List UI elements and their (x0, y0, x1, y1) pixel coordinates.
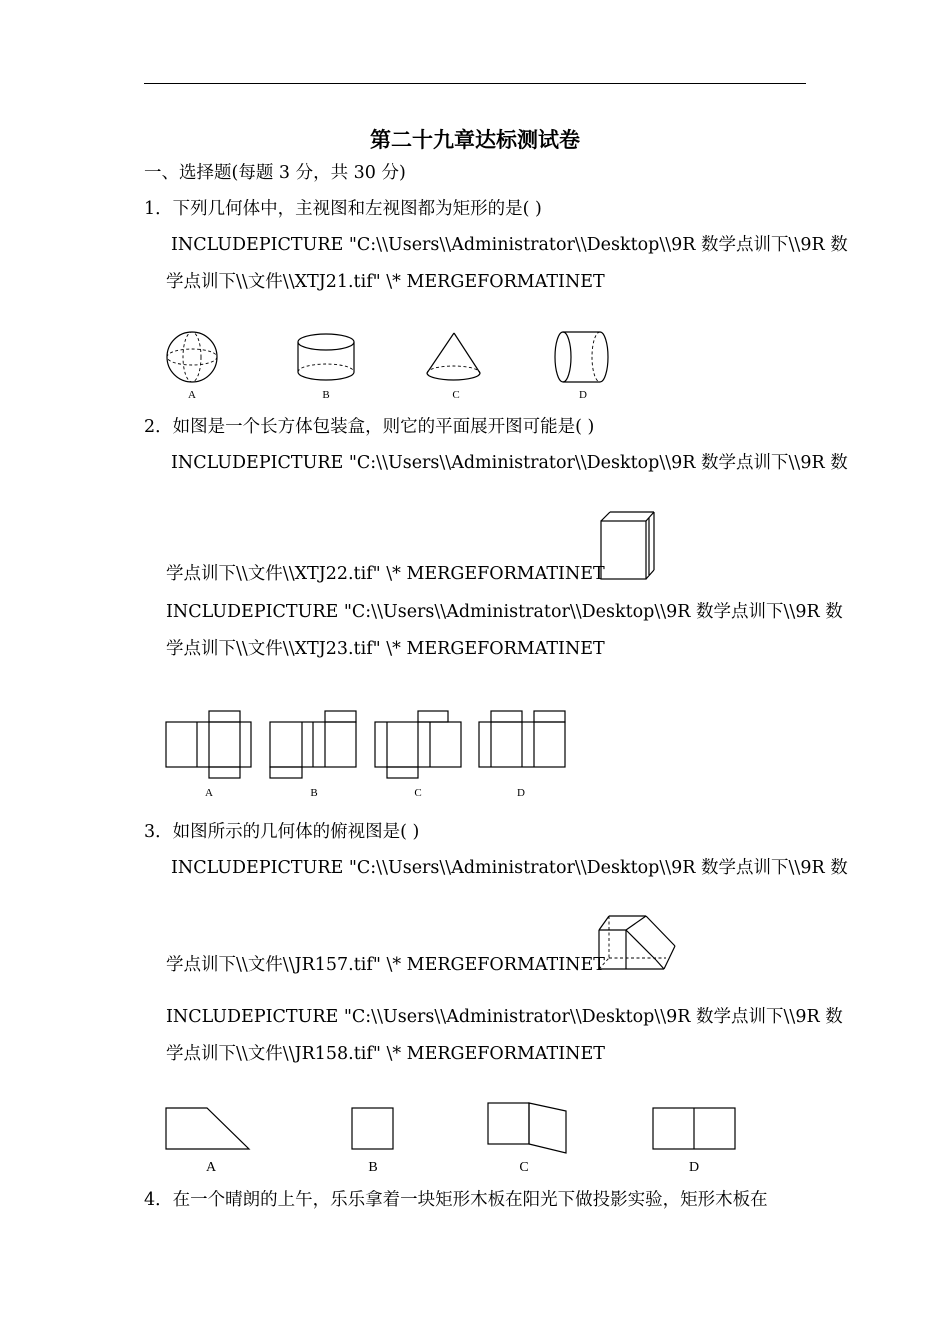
q3-include-line2: 学点训下\\文件\\JR157.tif" \* MERGEFORMATINET (166, 955, 605, 975)
q1-label-a: A (188, 389, 196, 401)
cuboid-box-figure (600, 510, 660, 585)
sphere-figure (167, 332, 217, 382)
section-heading: 一、选择题(每题 3 分，共 30 分) (144, 163, 406, 183)
net-d (479, 711, 565, 767)
q3-include-line1: INCLUDEPICTURE "C:\\Users\\Administrator\\Desktop\\9R 数学点训下\\9R 数 (171, 858, 848, 878)
q1-stem: 1．下列几何体中，主视图和左视图都为矩形的是( ) (144, 199, 542, 219)
cone-figure (427, 333, 480, 380)
q4-stem: 4．在一个晴朗的上午，乐乐拿着一块矩形木板在阳光下做投影实验，矩形木板在 (144, 1190, 768, 1210)
q2-include-line4: 学点训下\\文件\\XTJ23.tif" \* MERGEFORMATINET (166, 639, 605, 659)
cylinder-lying-figure (555, 332, 608, 382)
q3-include-line4: 学点训下\\文件\\JR158.tif" \* MERGEFORMATINET (166, 1044, 605, 1064)
header-rule (144, 83, 806, 84)
net-a (166, 711, 251, 778)
q3-include-line3: INCLUDEPICTURE "C:\\Users\\Administrator\\Desktop\\9R 数学点训下\\9R 数 (166, 1007, 843, 1027)
q2-include-line2: 学点训下\\文件\\XTJ22.tif" \* MERGEFORMATINET (166, 564, 605, 584)
q2-label-a: A (205, 787, 213, 799)
q1-include-line1: INCLUDEPICTURE "C:\\Users\\Administrator\\Desktop\\9R 数学点训下\\9R 数 (171, 235, 848, 255)
q1-include-line2: 学点训下\\文件\\XTJ21.tif" \* MERGEFORMATINET (166, 272, 605, 292)
cylinder-upright-figure (298, 334, 354, 380)
q3-views-figure (163, 1100, 743, 1178)
q3-label-d: D (688, 1160, 700, 1175)
geometric-solid-figure (596, 912, 680, 974)
q3-label-a: A (205, 1160, 217, 1175)
view-b (352, 1108, 393, 1149)
q1-label-d: D (579, 389, 587, 401)
page-title: 第二十九章达标测试卷 (370, 128, 580, 152)
q1-solids-figure (160, 325, 620, 403)
view-a (166, 1108, 249, 1149)
q2-include-line3: INCLUDEPICTURE "C:\\Users\\Administrator\\Desktop\\9R 数学点训下\\9R 数 (166, 602, 843, 622)
q2-include-line1: INCLUDEPICTURE "C:\\Users\\Administrator\\Desktop\\9R 数学点训下\\9R 数 (171, 453, 848, 473)
q1-label-b: B (322, 389, 330, 401)
q3-label-b: B (368, 1160, 378, 1175)
q2-nets-figure (165, 708, 570, 803)
q1-label-c: C (452, 389, 460, 401)
net-b (270, 711, 356, 778)
view-d (653, 1108, 735, 1149)
q2-label-c: C (414, 787, 422, 799)
q3-label-c: C (519, 1160, 529, 1175)
view-c (488, 1103, 566, 1153)
q2-label-d: D (517, 787, 525, 799)
q2-stem: 2．如图是一个长方体包装盒，则它的平面展开图可能是( ) (144, 417, 595, 437)
net-c (375, 711, 461, 778)
q3-stem: 3．如图所示的几何体的俯视图是( ) (144, 822, 420, 842)
q2-label-b: B (310, 787, 318, 799)
